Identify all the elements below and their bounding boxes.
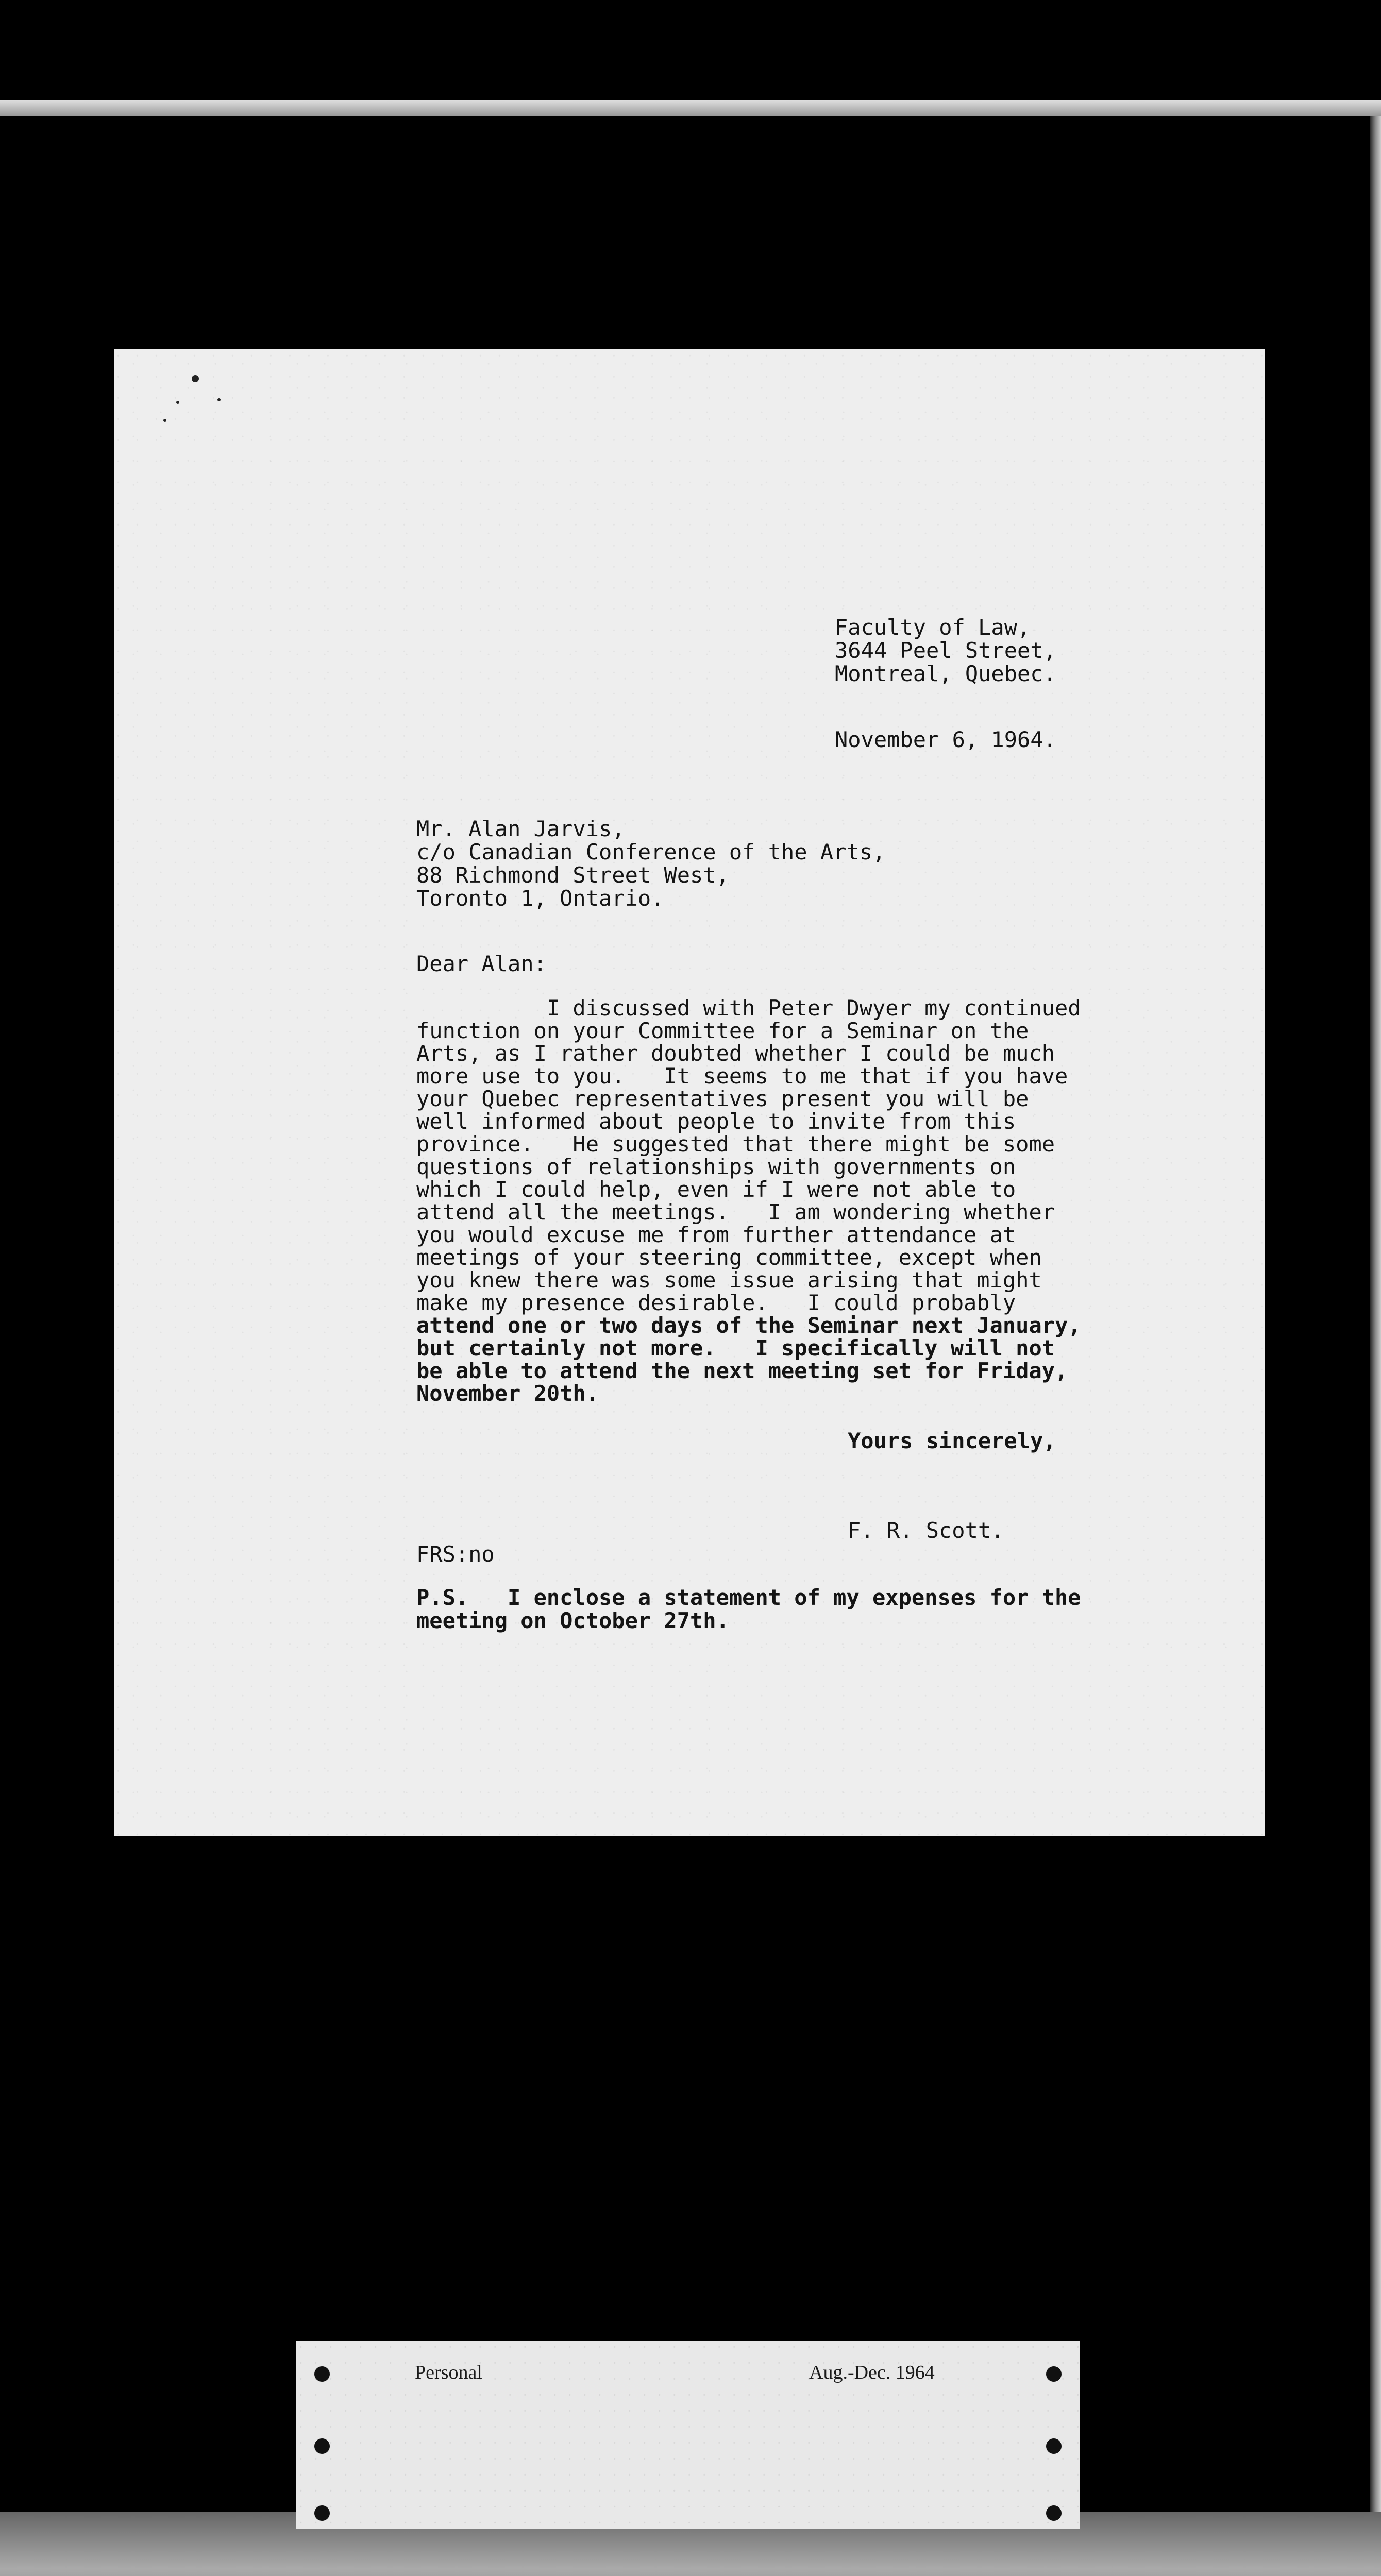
film-top-edge bbox=[0, 100, 1381, 116]
sender-address-line-1: Faculty of Law, bbox=[835, 615, 1031, 640]
folder-label-date-range: Aug.-Dec. 1964 bbox=[809, 2362, 935, 2383]
punch-hole bbox=[1046, 2505, 1062, 2521]
body-line: more use to you. It seems to me that if you have bbox=[416, 1063, 1068, 1089]
sender-address-line-3: Montreal, Quebec. bbox=[835, 661, 1056, 686]
punch-hole bbox=[314, 2505, 330, 2521]
folder-label-card bbox=[296, 2341, 1080, 2529]
body-line: November 20th. bbox=[416, 1381, 599, 1406]
punch-hole bbox=[314, 2438, 330, 2454]
body-line: your Quebec representatives present you will be bbox=[416, 1086, 1029, 1111]
body-line: questions of relationships with governments on bbox=[416, 1154, 1016, 1179]
body-line: province. He suggested that there might be some bbox=[416, 1131, 1055, 1157]
sender-address-line-2: 3644 Peel Street, bbox=[835, 638, 1056, 663]
body-line: attend all the meetings. I am wondering whether bbox=[416, 1199, 1055, 1225]
punch-hole bbox=[1046, 2438, 1062, 2454]
signature-name: F. R. Scott. bbox=[848, 1518, 1004, 1543]
folder-label-category: Personal bbox=[415, 2362, 482, 2383]
letter-date: November 6, 1964. bbox=[835, 727, 1056, 752]
paper-speck bbox=[163, 419, 166, 422]
film-top-strip bbox=[0, 0, 1381, 98]
film-right-edge bbox=[1370, 116, 1381, 2512]
paper-speck bbox=[176, 401, 179, 404]
body-line: be able to attend the next meeting set for Friday, bbox=[416, 1358, 1068, 1383]
postscript-line-1: P.S. I enclose a statement of my expenses for the bbox=[416, 1585, 1081, 1610]
body-line: I discussed with Peter Dwyer my continued bbox=[416, 995, 1081, 1021]
punch-hole bbox=[314, 2366, 330, 2382]
punch-hole bbox=[1046, 2366, 1062, 2382]
letter-page bbox=[114, 349, 1265, 1836]
body-line: well informed about people to invite from this bbox=[416, 1109, 1016, 1134]
body-line: make my presence desirable. I could probably bbox=[416, 1290, 1016, 1315]
typist-initials: FRS:no bbox=[416, 1541, 495, 1567]
postscript-line-2: meeting on October 27th. bbox=[416, 1608, 729, 1633]
body-line: Arts, as I rather doubted whether I could be much bbox=[416, 1041, 1055, 1066]
body-line: function on your Committee for a Seminar on the bbox=[416, 1018, 1029, 1043]
body-line: you would excuse me from further attendance at bbox=[416, 1222, 1016, 1247]
recipient-line-4: Toronto 1, Ontario. bbox=[416, 886, 664, 911]
body-line: meetings of your steering committee, except when bbox=[416, 1245, 1042, 1270]
closing: Yours sincerely, bbox=[848, 1428, 1056, 1453]
paper-speck bbox=[217, 398, 221, 401]
body-line: you knew there was some issue arising that might bbox=[416, 1267, 1042, 1293]
recipient-line-1: Mr. Alan Jarvis, bbox=[416, 816, 625, 841]
body-line: but certainly not more. I specifically will not bbox=[416, 1335, 1055, 1361]
salutation: Dear Alan: bbox=[416, 951, 547, 976]
recipient-line-2: c/o Canadian Conference of the Arts, bbox=[416, 839, 886, 865]
paper-speck bbox=[192, 375, 199, 382]
recipient-line-3: 88 Richmond Street West, bbox=[416, 862, 729, 888]
body-line: which I could help, even if I were not able to bbox=[416, 1177, 1016, 1202]
body-line: attend one or two days of the Seminar next January, bbox=[416, 1313, 1081, 1338]
